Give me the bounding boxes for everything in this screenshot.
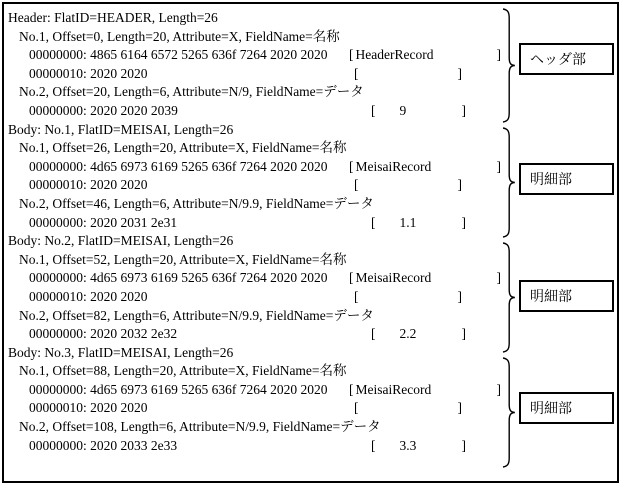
ascii-bracket — [354, 288, 462, 307]
ascii-bracket — [349, 381, 501, 400]
dump-address-hex: 00000000: 4d65 6973 6169 5265 636f 7264 2020 2020 — [29, 381, 328, 397]
ascii-value: HeaderRecord — [355, 47, 434, 63]
bracket-open: [ — [354, 288, 359, 304]
ascii-bracket — [354, 65, 462, 84]
ascii-value: 1.1 — [399, 214, 417, 230]
section-label-box-detail-1 — [519, 163, 614, 195]
ascii-value — [359, 399, 458, 418]
dump-line — [4, 325, 617, 344]
ascii-value: MeisaiRecord — [355, 381, 432, 397]
bracket-close: ] — [457, 65, 462, 81]
header-section-brace-icon — [500, 8, 518, 123]
bracket-close: ] — [496, 270, 501, 286]
bracket-close: ] — [461, 102, 466, 118]
section-label: 明細部 — [530, 173, 572, 188]
bracket-close: ] — [496, 381, 501, 397]
ascii-bracket — [349, 269, 501, 288]
ascii-bracket — [371, 437, 466, 456]
record-header-line: Header: FlatID=HEADER, Length=26 — [8, 10, 218, 25]
ascii-bracket — [371, 214, 466, 233]
figure-border — [2, 2, 619, 483]
field-definition-line: No.2, Offset=20, Length=6, Attribute=N/9, FieldName=データ — [19, 84, 364, 100]
dump-address-hex: 00000000: 2020 2031 2e31 — [29, 214, 178, 230]
bracket-open: [ — [349, 270, 354, 286]
dump-address-hex: 00000000: 2020 2020 2039 — [29, 102, 178, 118]
bracket-close: ] — [496, 158, 501, 174]
dump-text-block — [4, 9, 617, 455]
field-definition-line: No.2, Offset=108, Length=6, Attribute=N/9.9, FieldName=データ — [19, 419, 381, 435]
bracket-open: [ — [371, 102, 376, 118]
bracket-open: [ — [354, 400, 359, 416]
bracket-close: ] — [461, 326, 466, 342]
ascii-bracket — [354, 399, 462, 418]
record-header-line: Body: No.1, FlatID=MEISAI, Length=26 — [8, 121, 234, 137]
detail-section-brace-icon — [500, 357, 518, 468]
record-header-line: Body: No.2, FlatID=MEISAI, Length=26 — [8, 233, 234, 249]
ascii-bracket — [354, 176, 462, 195]
bracket-close: ] — [457, 400, 462, 416]
record-header-line: Body: No.3, FlatID=MEISAI, Length=26 — [8, 344, 234, 360]
ascii-value: 3.3 — [399, 437, 417, 453]
section-label: 明細部 — [530, 290, 572, 305]
bracket-close: ] — [461, 437, 466, 453]
dump-address-hex: 00000010: 2020 2020 — [29, 400, 148, 416]
dump-address-hex: 00000000: 4d65 6973 6169 5265 636f 7264 2020 2020 — [29, 158, 328, 174]
ascii-value: 2.2 — [399, 326, 417, 342]
bracket-open: [ — [349, 47, 354, 63]
bracket-open: [ — [354, 177, 359, 193]
dump-line — [4, 437, 617, 456]
bracket-open: [ — [349, 158, 354, 174]
bracket-close: ] — [496, 47, 501, 63]
detail-section-brace-icon — [500, 127, 518, 238]
bracket-open: [ — [371, 437, 376, 453]
bracket-open: [ — [354, 65, 359, 81]
dump-address-hex: 00000010: 2020 2020 — [29, 65, 148, 81]
field-definition-line: No.1, Offset=26, Length=20, Attribute=X, FieldName=名称 — [19, 140, 347, 156]
section-label-box-detail-2 — [519, 280, 614, 312]
dump-address-hex: 00000000: 4865 6164 6572 5265 636f 7264 2020 2020 — [29, 47, 328, 63]
ascii-value — [359, 176, 458, 195]
field-definition-line: No.1, Offset=52, Length=20, Attribute=X, FieldName=名称 — [19, 251, 347, 267]
bracket-open: [ — [371, 326, 376, 342]
bracket-close: ] — [457, 177, 462, 193]
ascii-value — [359, 288, 458, 307]
field-definition-line: No.2, Offset=46, Length=6, Attribute=N/9.9, FieldName=データ — [19, 195, 374, 211]
dump-address-hex: 00000000: 4d65 6973 6169 5265 636f 7264 2020 2020 — [29, 270, 328, 286]
bracket-close: ] — [457, 288, 462, 304]
field-definition-line: No.2, Offset=82, Length=6, Attribute=N/9.9, FieldName=データ — [19, 307, 374, 323]
bracket-open: [ — [349, 381, 354, 397]
ascii-value — [359, 65, 458, 84]
bracket-open: [ — [371, 214, 376, 230]
dump-address-hex: 00000000: 2020 2032 2e32 — [29, 326, 178, 342]
ascii-bracket — [349, 158, 501, 177]
field-definition-line: No.1, Offset=88, Length=20, Attribute=X, FieldName=名称 — [19, 363, 347, 379]
ascii-bracket — [371, 325, 466, 344]
field-definition-line: No.1, Offset=0, Length=20, Attribute=X, FieldName=名称 — [19, 28, 340, 44]
ascii-value: MeisaiRecord — [355, 158, 432, 174]
dump-address-hex: 00000010: 2020 2020 — [29, 177, 148, 193]
section-label-box-header — [519, 43, 614, 75]
ascii-value: 9 — [399, 102, 407, 118]
ascii-value: MeisaiRecord — [355, 270, 432, 286]
bracket-close: ] — [461, 214, 466, 230]
dump-line — [4, 102, 617, 121]
ascii-bracket — [371, 102, 466, 121]
ascii-bracket — [349, 46, 501, 65]
dump-line — [4, 214, 617, 233]
dump-address-hex: 00000000: 2020 2033 2e33 — [29, 437, 178, 453]
section-label: ヘッダ部 — [530, 53, 586, 68]
section-label-box-detail-3 — [519, 392, 614, 424]
section-label: 明細部 — [530, 402, 572, 417]
dump-address-hex: 00000010: 2020 2020 — [29, 288, 148, 304]
detail-section-brace-icon — [500, 242, 518, 353]
